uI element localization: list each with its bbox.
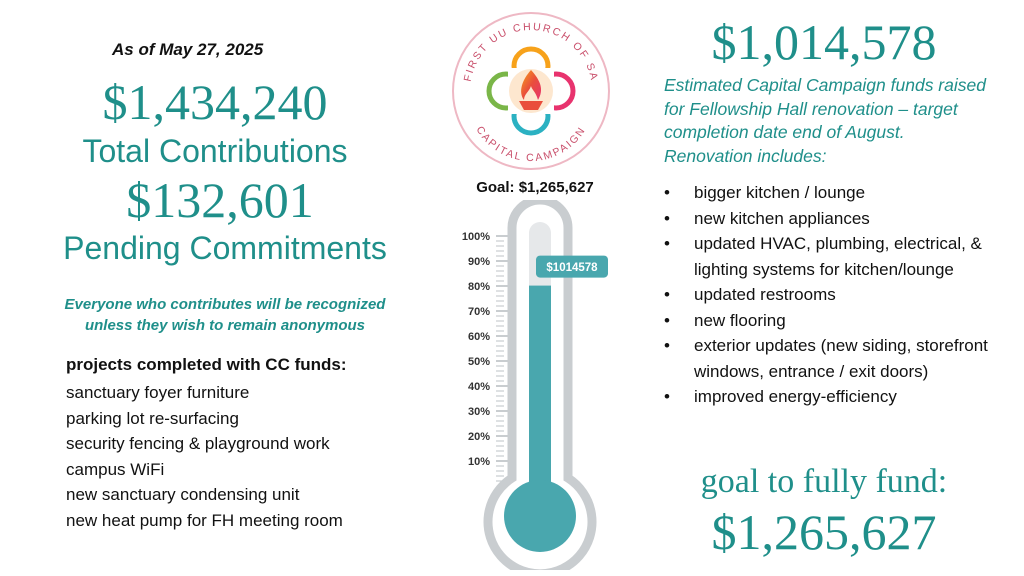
list-item: • exterior updates (new siding, storefront windows, entrance / exit doors) [664,333,1004,384]
pending-commitments-label: Pending Commitments [63,230,387,266]
renovation-items-list [664,180,1004,410]
thermometer-tick-label: 50% [467,356,490,368]
total-contributions-amount: $1,434,240 [102,74,328,130]
thermometer-scale [462,231,508,481]
list-item: • new kitchen appliances [664,206,1004,232]
thermometer-tick-label: 60% [467,331,490,343]
pending-commitments-amount: $132,601 [126,172,314,228]
thermometer-fill [529,286,551,512]
campaign-logo [446,6,616,176]
thermometer-value-label: $1014578 [546,262,598,275]
list-item: • updated restrooms [664,282,1004,308]
thermometer-tick-label: 100% [461,231,490,243]
goal-label: Goal: $1,265,627 [476,179,594,196]
thermometer-value-tag [536,256,608,278]
list-item: security fencing & playground work [66,434,330,453]
list-item: • new flooring [664,308,1004,334]
thermometer-tick-label: 70% [467,306,490,318]
thermometer-tick-label: 20% [467,431,490,443]
thermometer-tick-label: 90% [467,256,490,268]
fundraising-thermometer [450,200,610,570]
thermometer-tick-label: 10% [467,456,490,468]
logo-text-top: FIRST UU CHURCH OF SA [461,20,601,83]
thermometer-bulb [504,480,576,552]
list-item: new heat pump for FH meeting room [66,510,343,530]
list-item: sanctuary foyer furniture [66,383,250,402]
fully-fund-amount: $1,265,627 [711,504,937,560]
fully-fund-label: goal to fully fund: [700,463,948,500]
thermometer-tick-label: 80% [467,281,490,293]
recognition-line: Everyone who contributes will be recognized [64,296,386,313]
as-of-date: As of May 27, 2025 [112,40,264,59]
list-item: • updated HVAC, plumbing, electrical, & lighting systems for kitchen/lounge [664,231,1004,282]
list-item: • bigger kitchen / lounge [664,180,1004,206]
projects-heading: projects completed with CC funds: [66,355,347,374]
funds-raised-description: Estimated Capital Campaign funds raised for Fellowship Hall renovation – target completion date end of August. Renovation includes: [664,75,986,166]
list-item: campus WiFi [66,459,165,479]
recognition-line: unless they wish to remain anonymous [84,317,366,334]
list-item: parking lot re-surfacing [66,408,239,428]
thermometer-tick-label: 40% [467,381,490,393]
recognition-note [10,294,440,336]
list-item: • improved energy-efficiency [664,384,1004,410]
thermometer-tick-label: 30% [467,406,490,418]
logo-text-bottom: CAPITAL CAMPAIGN [473,124,589,165]
list-item: new sanctuary condensing unit [66,485,300,504]
funds-raised-amount: $1,014,578 [711,14,937,70]
completed-projects-list [66,380,343,533]
total-contributions-label: Total Contributions [82,133,348,169]
